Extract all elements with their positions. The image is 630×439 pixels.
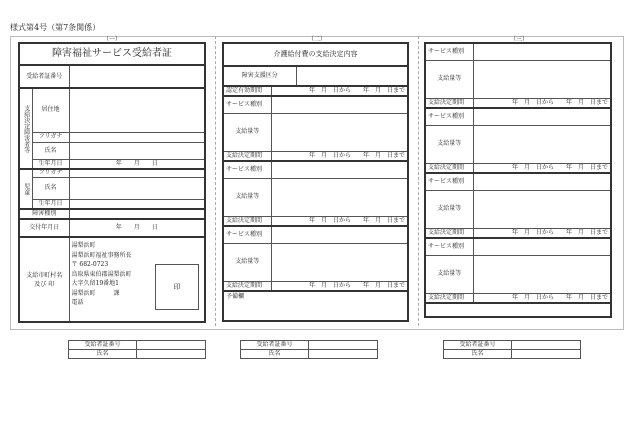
label-amount: 支給量等 bbox=[223, 243, 271, 281]
label-child-group: 児童 bbox=[19, 169, 32, 209]
label-furigana: フリガナ bbox=[32, 132, 69, 142]
field-name[interactable] bbox=[69, 142, 205, 159]
label-issue-date: 交付年月日 bbox=[19, 219, 69, 237]
stub-label-number: 受給者証番号 bbox=[241, 341, 309, 350]
field-amount[interactable] bbox=[473, 255, 611, 293]
issuer-line: 大字久留19番地1 bbox=[71, 280, 119, 287]
label-decision-period: 支給決定期間 bbox=[425, 228, 473, 238]
certificate-title: 障害福祉サービス受給者証 bbox=[19, 43, 205, 65]
decision-title: 介護給付費の支給決定内容 bbox=[223, 43, 408, 66]
field-address[interactable] bbox=[69, 88, 205, 132]
label-number: 受給者証番号 bbox=[19, 65, 69, 88]
stub-label-name: 氏名 bbox=[69, 350, 137, 359]
benefit-decision-table-2 bbox=[424, 42, 612, 318]
stub-field-number[interactable] bbox=[137, 341, 206, 350]
field-decision-period[interactable]: 年 月 日から 年 月 日まで bbox=[271, 281, 408, 291]
seal-box: 印 bbox=[155, 264, 199, 310]
fold-line bbox=[215, 36, 216, 326]
field-amount[interactable] bbox=[271, 178, 408, 216]
label-decision-period: 支給決定期間 bbox=[223, 151, 271, 161]
panel-label-3: （三） bbox=[510, 36, 529, 43]
field-service-type[interactable] bbox=[473, 238, 611, 255]
label-address: 居住地 bbox=[32, 88, 69, 132]
field-service-type[interactable] bbox=[473, 173, 611, 190]
label-amount: 支給量等 bbox=[425, 125, 473, 163]
field-child-furigana[interactable] bbox=[69, 169, 205, 177]
stub-label-name: 氏名 bbox=[444, 350, 512, 359]
field-decision-period[interactable]: 年 月 日から 年 月 日まで bbox=[473, 293, 611, 303]
stub-label-name: 氏名 bbox=[241, 350, 309, 359]
field-service-type[interactable] bbox=[473, 108, 611, 125]
field-child-birth[interactable] bbox=[69, 199, 205, 209]
field-decision-period[interactable]: 年 月 日から 年 月 日まで bbox=[473, 98, 611, 108]
field-number[interactable] bbox=[69, 65, 205, 88]
stub-3 bbox=[443, 340, 581, 359]
issuer-line: 鳥取県東伯郡湯梨浜町 bbox=[71, 270, 132, 278]
label-decision-period: 支給決定期間 bbox=[425, 293, 473, 303]
field-issue-date[interactable]: 年 月 日 bbox=[69, 219, 205, 237]
label-service-type: サービス種別 bbox=[223, 226, 271, 243]
field-decision-period[interactable]: 年 月 日から 年 月 日まで bbox=[271, 216, 408, 226]
label-amount: 支給量等 bbox=[425, 255, 473, 293]
label-service-type: サービス種別 bbox=[425, 108, 473, 125]
stub-label-number: 受給者証番号 bbox=[69, 341, 137, 350]
label-name: 氏名 bbox=[32, 142, 69, 159]
issuer-line: 電話 bbox=[71, 299, 84, 306]
label-service-type: サービス種別 bbox=[425, 43, 473, 60]
stub-field-name[interactable] bbox=[137, 350, 206, 359]
issuer-line: 〒 682-0723 bbox=[71, 261, 109, 268]
label-decision-period: 支給決定期間 bbox=[223, 281, 271, 291]
label-service-type: サービス種別 bbox=[223, 161, 271, 178]
field-service-type[interactable] bbox=[271, 161, 408, 178]
label-amount: 支給量等 bbox=[223, 178, 271, 216]
fold-line bbox=[418, 36, 419, 326]
field-cert-period[interactable]: 年 月 日から 年 月 日まで bbox=[271, 86, 408, 96]
field-amount[interactable] bbox=[271, 113, 408, 151]
issuer-line: 湯梨浜町 課 bbox=[71, 289, 120, 297]
field-decision-period[interactable]: 年 月 日から 年 月 日まで bbox=[473, 228, 611, 238]
field-decision-period[interactable]: 年 月 日から 年 月 日まで bbox=[473, 163, 611, 173]
label-child-name: 氏名 bbox=[32, 177, 69, 199]
field-service-type[interactable] bbox=[473, 43, 611, 60]
label-reserve: 予備欄 bbox=[223, 291, 408, 321]
label-cert-period: 認定有効期間 bbox=[223, 86, 271, 96]
label-disability: 障害種別 bbox=[19, 209, 69, 219]
label-amount: 支給量等 bbox=[425, 60, 473, 98]
field-service-type[interactable] bbox=[271, 226, 408, 243]
label-decision-period: 支給決定期間 bbox=[425, 98, 473, 108]
stub-2 bbox=[240, 340, 378, 359]
blank-row bbox=[425, 303, 611, 317]
field-amount[interactable] bbox=[473, 60, 611, 98]
label-service-type: サービス種別 bbox=[223, 96, 271, 113]
field-amount[interactable] bbox=[473, 125, 611, 163]
field-amount[interactable] bbox=[271, 243, 408, 281]
field-furigana[interactable] bbox=[69, 132, 205, 142]
label-child-furigana: フリガナ bbox=[32, 169, 69, 177]
panel-label-2: （二） bbox=[308, 36, 327, 43]
label-amount: 支給量等 bbox=[425, 190, 473, 228]
field-decision-period[interactable]: 年 月 日から 年 月 日まで bbox=[271, 151, 408, 161]
field-disability[interactable] bbox=[69, 209, 205, 219]
label-service-type: サービス種別 bbox=[425, 238, 473, 255]
label-municipality: 支給市町村名 及び 印 bbox=[19, 237, 69, 322]
label-recipient-group: 支給決定障害者等 bbox=[19, 88, 32, 169]
stub-field-number[interactable] bbox=[309, 341, 378, 350]
stub-label-number: 受給者証番号 bbox=[444, 341, 512, 350]
field-service-type[interactable] bbox=[271, 96, 408, 113]
label-amount: 支給量等 bbox=[223, 113, 271, 151]
panel-label-1: （一） bbox=[103, 36, 122, 43]
label-birth: 生年月日 bbox=[32, 159, 69, 169]
label-decision-period: 支給決定期間 bbox=[425, 163, 473, 173]
form-label: 様式第4号（第7条関係） bbox=[10, 23, 101, 32]
benefit-decision-table bbox=[222, 42, 409, 322]
issuer-line: 湯梨浜町福祉事務所長 bbox=[71, 251, 132, 259]
label-decision-period: 支給決定期間 bbox=[223, 216, 271, 226]
label-service-type: サービス種別 bbox=[425, 173, 473, 190]
issuer-line: 湯梨浜町 bbox=[71, 242, 96, 249]
label-child-birth: 生年月日 bbox=[32, 199, 69, 209]
stub-field-name[interactable] bbox=[309, 350, 378, 359]
field-amount[interactable] bbox=[473, 190, 611, 228]
field-support-level[interactable] bbox=[296, 66, 408, 86]
stub-1 bbox=[68, 340, 206, 359]
field-birth[interactable]: 年 月 日 bbox=[69, 159, 205, 169]
field-child-name[interactable] bbox=[69, 177, 205, 199]
label-support-level: 障害支援区分 bbox=[223, 66, 296, 86]
stub-field-name[interactable] bbox=[512, 350, 581, 359]
stub-field-number[interactable] bbox=[512, 341, 581, 350]
